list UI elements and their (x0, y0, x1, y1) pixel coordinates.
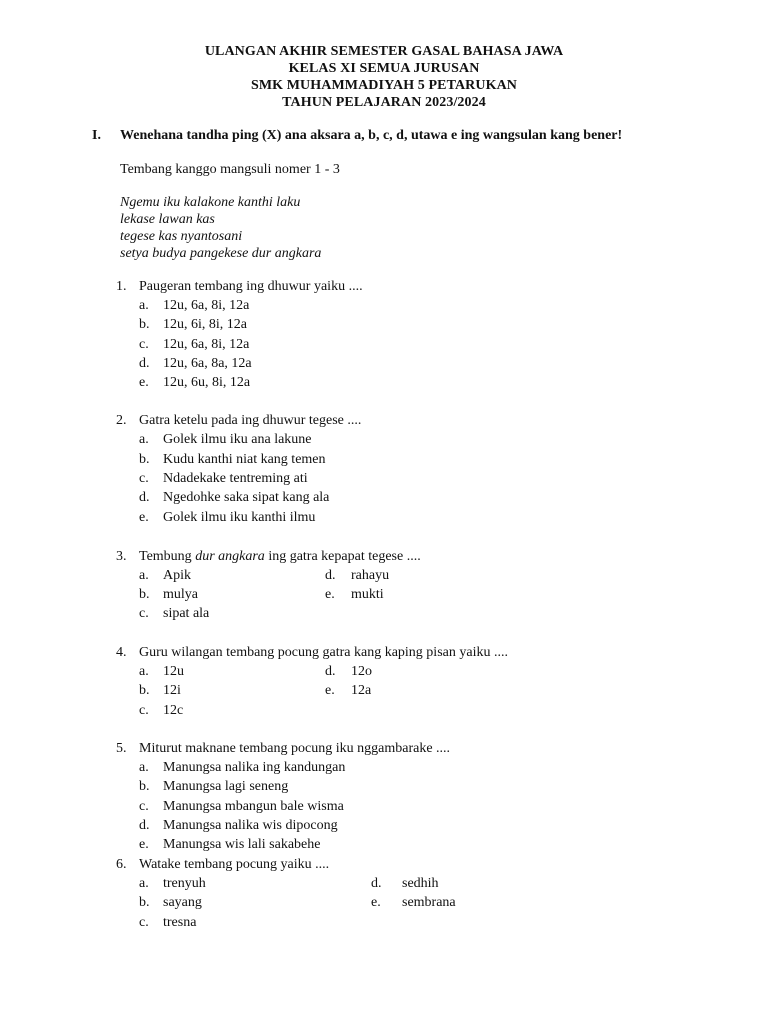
question-text-italic: dur angkara (195, 549, 265, 564)
poem-line: Ngemu iku kalakone kanthi laku (120, 195, 301, 210)
option-letter: e. (139, 510, 149, 525)
option-text: Ndadekake tentreming ati (163, 471, 308, 486)
poem-line: setya budya pangekese dur angkara (120, 246, 322, 261)
option-text: sembrana (402, 895, 456, 910)
header-year: TAHUN PELAJARAN 2023/2024 (282, 95, 486, 110)
header-title: ULANGAN AKHIR SEMESTER GASAL BAHASA JAWA (204, 44, 564, 59)
option-text: 12u (163, 664, 184, 679)
option-letter: b. (139, 317, 150, 332)
option-letter: c. (139, 703, 149, 718)
option-text: Ngedohke saka sipat kang ala (163, 490, 330, 505)
option-text: sipat ala (163, 606, 210, 621)
option-letter: b. (139, 452, 150, 467)
option-letter: a. (139, 760, 149, 775)
option-text: Manungsa nalika wis dipocong (163, 818, 338, 833)
option-text: mukti (351, 587, 384, 602)
header-class: KELAS XI SEMUA JURUSAN (288, 61, 480, 76)
option-text: 12u, 6a, 8a, 12a (163, 356, 252, 371)
question-number: 3. (116, 549, 127, 564)
option-letter: a. (139, 876, 149, 891)
option-text: Golek ilmu iku ana lakune (163, 432, 312, 447)
option-letter: a. (139, 432, 149, 447)
option-text: trenyuh (163, 876, 206, 891)
option-text: 12u, 6u, 8i, 12a (163, 375, 251, 390)
question-text (139, 548, 421, 566)
option-text: 12c (163, 703, 184, 718)
option-letter: b. (139, 779, 150, 794)
poem-line: tegese kas nyantosani (120, 229, 243, 244)
option-text: 12i (163, 683, 181, 698)
option-text: mulya (163, 587, 198, 602)
header-school: SMK MUHAMMADIYAH 5 PETARUKAN (250, 78, 518, 93)
option-text: Manungsa wis lali sakabehe (163, 837, 321, 852)
option-text: Manungsa mbangun bale wisma (163, 799, 344, 814)
option-letter: d. (371, 876, 382, 891)
option-letter: b. (139, 587, 150, 602)
option-text: Manungsa lagi seneng (163, 779, 289, 794)
option-letter: e. (371, 895, 381, 910)
section-instruction: Wenehana tandha ping (X) ana aksara a, b, c, d, utawa e ing wangsulan kang bener! (120, 128, 623, 143)
question-number: 2. (116, 413, 127, 428)
poem-line: lekase lawan kas (120, 212, 215, 227)
option-text: sayang (163, 895, 202, 910)
option-letter: c. (139, 915, 149, 930)
option-letter: a. (139, 664, 149, 679)
option-letter: c. (139, 337, 149, 352)
option-text: tresna (163, 915, 197, 930)
question-number: 4. (116, 645, 127, 660)
section-number: I. (92, 128, 101, 143)
question-text-start: Tembung (139, 549, 196, 564)
option-letter: c. (139, 799, 149, 814)
option-letter: e. (325, 683, 335, 698)
option-text: sedhih (402, 876, 439, 891)
option-letter: b. (139, 683, 150, 698)
question-text: Gatra ketelu pada ing dhuwur tegese .... (139, 413, 362, 428)
option-letter: d. (139, 818, 150, 833)
option-letter: e. (139, 837, 149, 852)
question-number: 5. (116, 741, 127, 756)
option-text: 12o (351, 664, 372, 679)
intro-text: Tembang kanggo mangsuli nomer 1 - 3 (120, 162, 340, 177)
option-text: Kudu kanthi niat kang temen (163, 452, 326, 467)
option-text: 12u, 6a, 8i, 12a (163, 337, 250, 352)
option-letter: d. (139, 356, 150, 371)
option-letter: c. (139, 471, 149, 486)
option-letter: e. (325, 587, 335, 602)
option-letter: c. (139, 606, 149, 621)
option-letter: d. (139, 490, 150, 505)
option-text: 12u, 6i, 8i, 12a (163, 317, 247, 332)
option-text: rahayu (351, 568, 390, 583)
option-letter: d. (325, 568, 336, 583)
option-letter: b. (139, 895, 150, 910)
question-text: Guru wilangan tembang pocung gatra kang kaping pisan yaiku .... (139, 645, 508, 660)
option-text: 12u, 6a, 8i, 12a (163, 298, 250, 313)
question-text: Miturut maknane tembang pocung iku nggambarake .... (139, 741, 451, 756)
option-text: Golek ilmu iku kanthi ilmu (163, 510, 316, 525)
option-text: 12a (351, 683, 372, 698)
option-letter: e. (139, 375, 149, 390)
option-letter: a. (139, 298, 149, 313)
question-text: Paugeran tembang ing dhuwur yaiku .... (139, 279, 363, 294)
question-number: 1. (116, 279, 127, 294)
option-text: Apik (163, 568, 191, 583)
option-text: Manungsa nalika ing kandungan (163, 760, 346, 775)
option-letter: a. (139, 568, 149, 583)
option-letter: d. (325, 664, 336, 679)
question-text-end: ing gatra kepapat tegese .... (264, 549, 421, 564)
question-text: Watake tembang pocung yaiku .... (139, 857, 330, 872)
question-number: 6. (116, 857, 127, 872)
